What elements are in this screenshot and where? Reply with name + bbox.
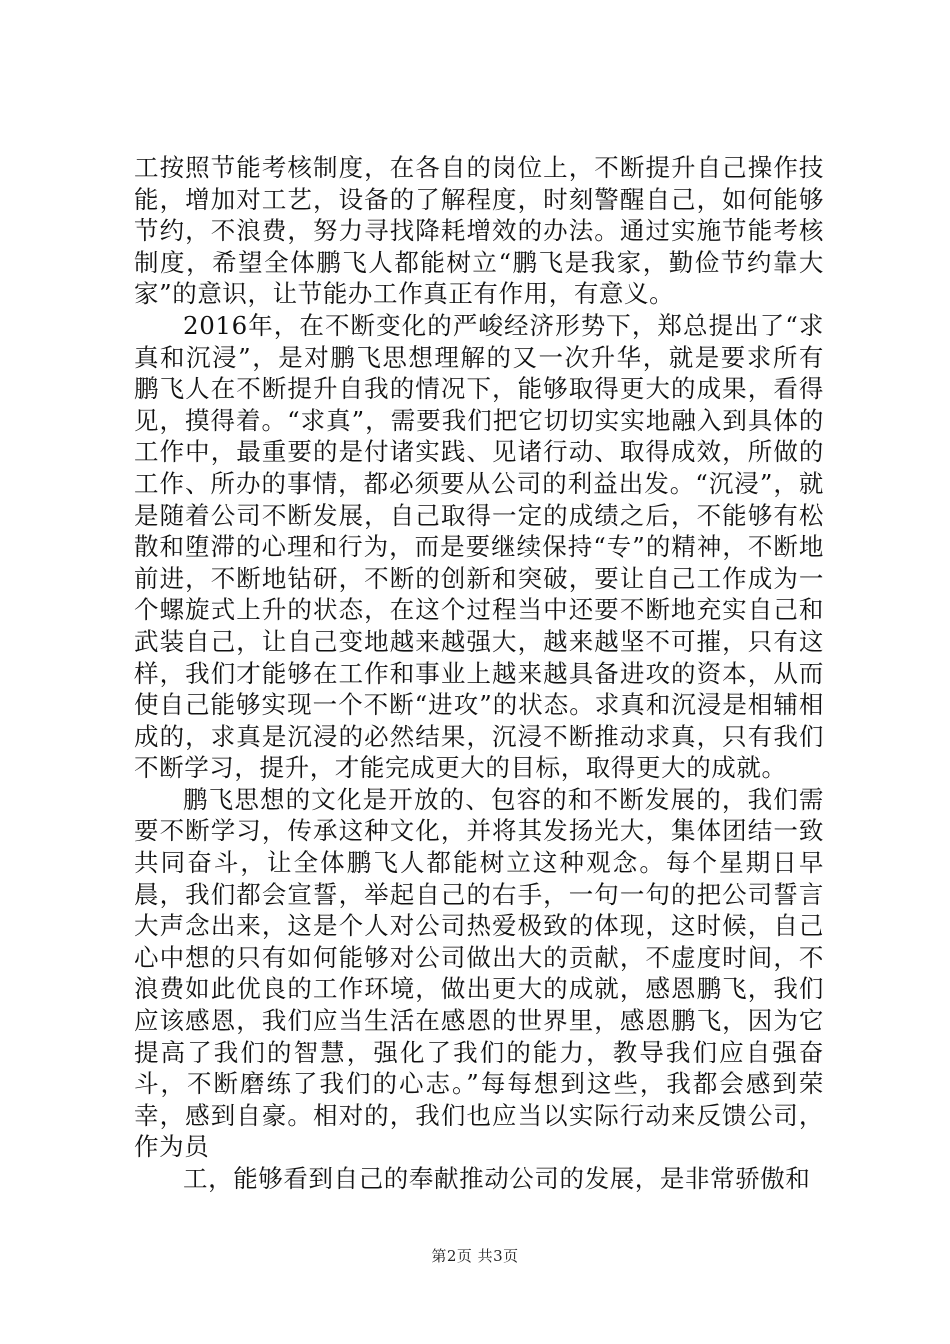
paragraph-1: 工按照节能考核制度，在各自的岗位上，不断提升自己操作技能，增加对工艺，设备的了解程度，时刻警醒自己，如何能够节约，不浪费，努力寻找降耗增效的办法。通过实施节能考核制度，希望全体鹏飞人都能树立“鹏飞是我家，勤俭节约靠大家”的意识，让节能办工作真正有作用，有意义。: [134, 153, 824, 309]
page-number-footer: 第2页 共3页: [431, 1247, 519, 1265]
document-body: [134, 152, 824, 1195]
paragraph-2: 2016年，在不断变化的严峻经济形势下，郑总提出了“求真和沉浸”，是对鹏飞思想理解的又一次升华，就是要求所有鹏飞人在不断提升自我的情况下，能够取得更大的成果，看得见，摸得着。“求真”，需要我们把它切切实实地融入到具体的工作中，最重要的是付诸实践、见诸行动、取得成效，所做的工作、所办的事情，都必须要从公司的利益出发。“沉浸”，就是随着公司不断发展，自己取得一定的成绩之后，不能够有松散和堕滞的心理和行为，而是要继续保持“专”的精神，不断地前进，不断地钻研，不断的创新和突破，要让自己工作成为一个螺旋式上升的状态，在这个过程当中还要不断地充实自己和武装自己，让自己变地越来越强大，越来越坚不可摧，只有这样，我们才能够在工作和事业上越来越具备进攻的资本，从而使自己能够实现一个不断“进攻”的状态。求真和沉浸是相辅相成的，求真是沉浸的必然结果，沉浸不断推动求真，只有我们不断学习，提升，才能完成更大的目标，取得更大的成就。: [134, 310, 824, 783]
paragraph-3: 鹏飞思想的文化是开放的、包容的和不断发展的，我们需要不断学习，传承这种文化，并将其发扬光大，集体团结一致共同奋斗，让全体鹏飞人都能树立这种观念。每个星期日早晨，我们都会宣誓，举起自己的右手，一句一句的把公司誓言大声念出来，这是个人对公司热爱极致的体现，这时候，自己心中想的只有如何能够对公司做出大的贡献，不虚度时间，不浪费如此优良的工作环境，做出更大的成就，感恩鹏飞，我们应该感恩，我们应当生活在感恩的世界里，感恩鹏飞，因为它提高了我们的智慧，强化了我们的能力，教导我们应自强奋斗，不断磨练了我们的心志。”每每想到这些，我都会感到荣幸，感到自豪。相对的，我们也应当以实际行动来反馈公司，作为员: [134, 784, 824, 1162]
paragraph-4: 工，能够看到自己的奉献推动公司的发展，是非常骄傲和: [183, 1164, 811, 1193]
